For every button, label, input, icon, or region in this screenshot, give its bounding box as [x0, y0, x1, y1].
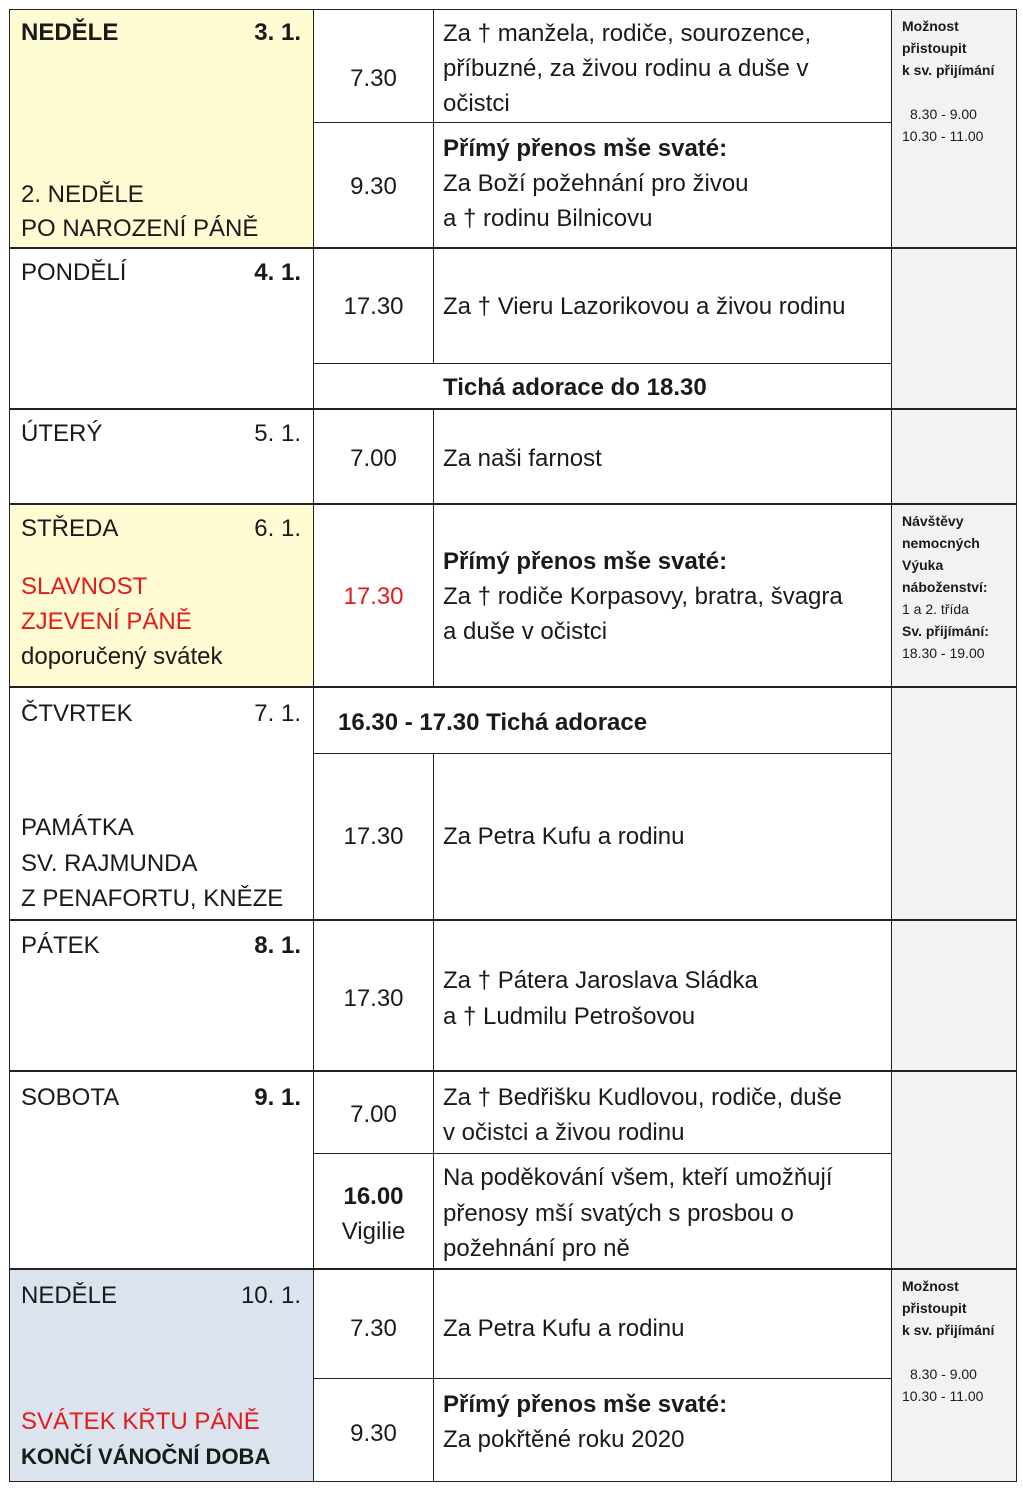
mass-time: 7.30 [350, 1315, 397, 1342]
mass-intention: a † rodinu Bilnicovu [443, 205, 653, 232]
mass-time: 17.30 [343, 583, 404, 610]
mass-intention: Za † Bedřišku Kudlovou, rodiče, duše [443, 1084, 842, 1111]
mass-intention: Za Petra Kufu a rodinu [443, 1315, 685, 1342]
day-date: 7. 1. [254, 700, 301, 727]
mass-time: 7.00 [350, 445, 397, 472]
day-cell [10, 249, 314, 408]
day-date: 3. 1. [254, 19, 301, 46]
day-name: PONDĚLÍ [21, 259, 127, 286]
day-cell [10, 10, 314, 247]
note-line: Možnost [902, 1278, 959, 1294]
feast-line: doporučený svátek [21, 643, 223, 670]
note-line: přistoupit [902, 1300, 967, 1316]
feast-line: SVÁTEK KŘTU PÁNĚ [21, 1408, 260, 1435]
note-line: Sv. přijímání: [902, 623, 989, 639]
note-line: Možnost [902, 18, 959, 34]
day-cell [10, 410, 314, 503]
visits-note [891, 505, 1016, 686]
feast-line: SV. RAJMUNDA [21, 850, 198, 877]
note-line: 8.30 - 9.00 [910, 106, 977, 122]
mass-intention: a † Ludmilu Petrošovou [443, 1003, 696, 1030]
mass-time: 16.00 [343, 1183, 404, 1210]
day-date: 9. 1. [254, 1084, 301, 1111]
broadcast-header: Přímý přenos mše svaté: [443, 135, 728, 162]
note-cell [891, 249, 1016, 408]
mass-time: 17.30 [343, 293, 404, 320]
note-line: Výuka [902, 557, 944, 573]
note-line: 1 a 2. třída [902, 601, 969, 617]
note-line: přistoupit [902, 40, 967, 56]
day-cell [10, 1072, 314, 1268]
note-line: 10.30 - 11.00 [902, 128, 984, 144]
mass-intention: Za pokřtěné roku 2020 [443, 1426, 685, 1453]
day-name: ČTVRTEK [21, 700, 133, 727]
vigil-label: Vigilie [341, 1218, 406, 1245]
broadcast-header: Přímý přenos mše svaté: [443, 548, 728, 575]
day-block-saturday [9, 1071, 1017, 1269]
adoration: Tichá adorace do 18.30 [443, 374, 707, 401]
day-block-wednesday [9, 504, 1017, 687]
mass-time: 17.30 [343, 823, 404, 850]
day-cell [10, 921, 314, 1070]
note-line: 10.30 - 11.00 [902, 1388, 984, 1404]
feast-line: SLAVNOST [21, 573, 148, 600]
note-line: 8.30 - 9.00 [910, 1366, 977, 1382]
mass-time: 9.30 [350, 1420, 397, 1447]
feast-line: PO NAROZENÍ PÁNĚ [21, 215, 259, 242]
note-line: Návštěvy [902, 513, 964, 529]
mass-intention: Za † Pátera Jaroslava Sládka [443, 967, 758, 994]
feast-line: ZJEVENÍ PÁNĚ [21, 608, 192, 635]
mass-intention: požehnání pro ně [443, 1235, 630, 1262]
note-cell [891, 410, 1016, 503]
mass-time: 7.00 [350, 1101, 397, 1128]
mass-time: 9.30 [350, 173, 397, 200]
communion-note [891, 1270, 1016, 1481]
day-block-friday [9, 920, 1017, 1071]
note-cell [891, 1072, 1016, 1268]
mass-intention: příbuzné, za živou rodinu a duše v [443, 55, 809, 82]
day-date: 4. 1. [254, 259, 301, 286]
day-block-sunday-10-1 [9, 1269, 1017, 1482]
day-name: PÁTEK [21, 932, 100, 959]
mass-intention: očistci [443, 90, 510, 117]
broadcast-header: Přímý přenos mše svaté: [443, 1391, 728, 1418]
day-block-tuesday [9, 409, 1017, 504]
feast-line: KONČÍ VÁNOČNÍ DOBA [21, 1444, 271, 1469]
mass-intention: Za † manžela, rodiče, sourozence, [443, 20, 812, 47]
day-date: 8. 1. [254, 932, 301, 959]
mass-intention: Za † rodiče Korpasovy, bratra, švagra [443, 583, 843, 610]
mass-time: 7.30 [350, 65, 397, 92]
mass-time: 17.30 [343, 985, 404, 1012]
day-cell [10, 1270, 314, 1481]
day-name: SOBOTA [21, 1084, 120, 1111]
note-cell [891, 688, 1016, 919]
feast-line: Z PENAFORTU, KNĚZE [21, 885, 284, 912]
note-line: 18.30 - 19.00 [902, 645, 985, 661]
feast-line: 2. NEDĚLE [21, 181, 144, 208]
day-date: 10. 1. [240, 1282, 301, 1309]
note-line: nemocných [902, 535, 980, 551]
mass-intention: Na poděkování všem, kteří umožňují [443, 1164, 833, 1191]
day-block-sunday-3-1 [9, 9, 1017, 248]
note-line: k sv. přijímání [902, 1322, 995, 1338]
day-name: NEDĚLE [21, 19, 119, 46]
mass-intention: Za naši farnost [443, 445, 602, 472]
day-name: ÚTERÝ [21, 420, 103, 447]
day-cell [10, 688, 314, 919]
mass-intention: přenosy mší svatých s prosbou o [443, 1200, 794, 1227]
mass-intention: Za Boží požehnání pro živou [443, 170, 749, 197]
note-line: náboženství: [902, 579, 988, 595]
adoration: 16.30 - 17.30 Tichá adorace [338, 709, 648, 736]
mass-intention: v očistci a živou rodinu [443, 1119, 685, 1146]
note-cell [891, 921, 1016, 1070]
note-line: k sv. přijímání [902, 62, 995, 78]
mass-intention: Za Petra Kufu a rodinu [443, 823, 685, 850]
feast-line: PAMÁTKA [21, 814, 134, 841]
communion-note [891, 10, 1016, 247]
day-block-monday [9, 248, 1017, 409]
day-name: STŘEDA [21, 515, 119, 542]
mass-intention: Za † Vieru Lazorikovou a živou rodinu [443, 293, 846, 320]
day-name: NEDĚLE [21, 1282, 118, 1309]
mass-intention: a duše v očistci [443, 618, 608, 645]
day-date: 5. 1. [254, 420, 301, 447]
day-date: 6. 1. [254, 515, 301, 542]
day-cell [10, 505, 314, 686]
day-block-thursday [9, 687, 1017, 920]
